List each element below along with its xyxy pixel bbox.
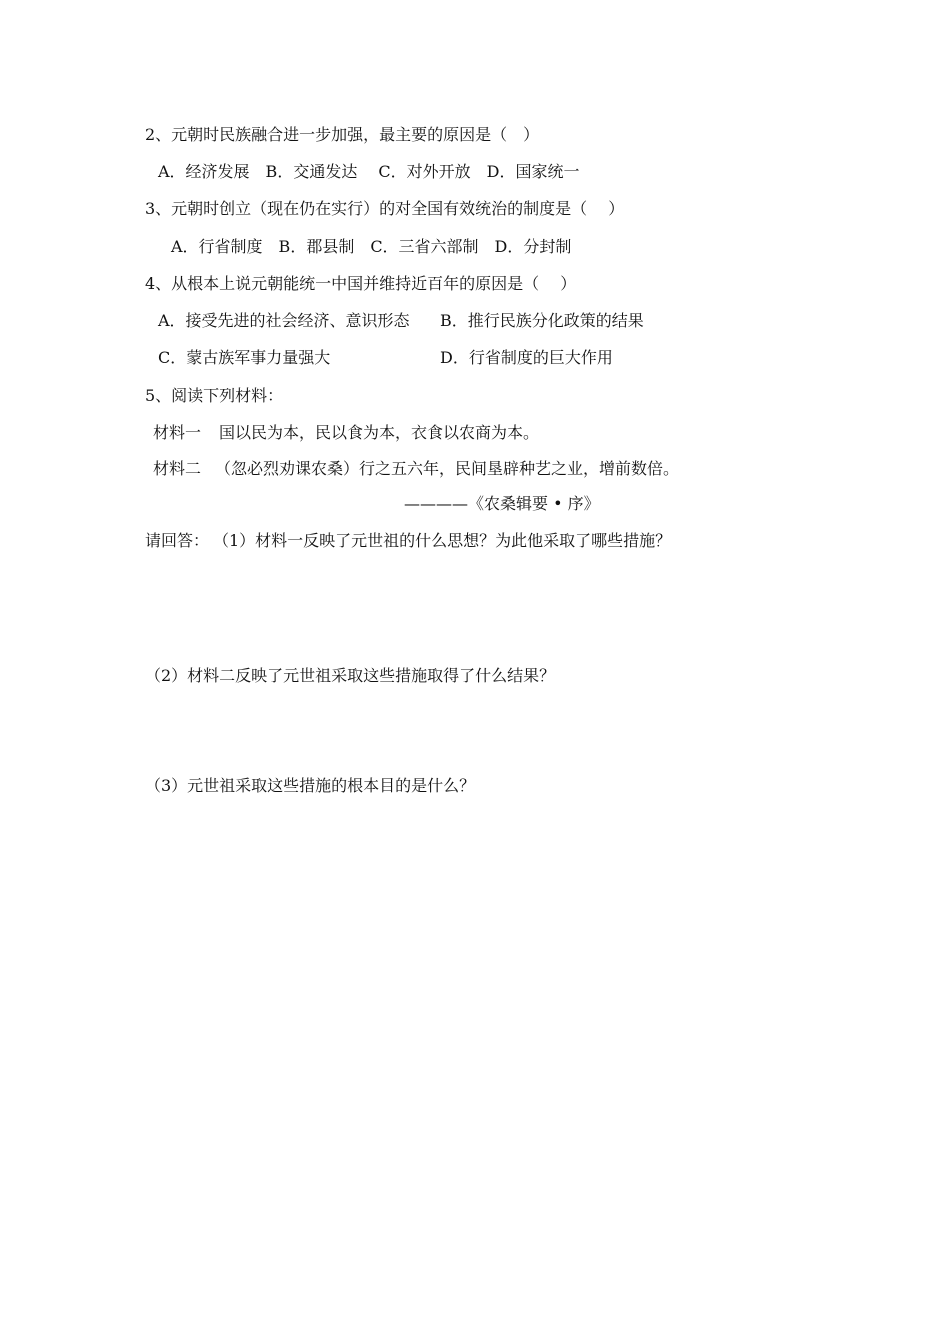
material-1-text: 国以民为本，民以食为本，衣食以农商为本。 [219, 423, 540, 442]
question-4-option-d: D．行省制度的巨大作用 [440, 348, 613, 367]
question-4-option-c: C．蒙古族军事力量强大 [158, 348, 331, 367]
sub-question-1: （1）材料一反映了元世祖的什么思想？为此他采取了哪些措施？ [213, 531, 672, 550]
sub-question-3: （3）元世祖采取这些措施的根本目的是什么？ [145, 776, 476, 795]
material-2-label: 材料二 [153, 459, 202, 478]
sub-question-2: （2）材料二反映了元世祖采取这些措施取得了什么结果？ [145, 666, 556, 685]
material-2 [153, 459, 853, 479]
question-4-options-row-1 [158, 311, 858, 331]
sub-question-1-row [145, 531, 845, 551]
question-5-stem: 5、阅读下列材料： [145, 386, 284, 405]
question-3-options: A．行省制度 B．郡县制 C．三省六部制 D．分封制 [171, 237, 572, 256]
answer-intro: 请回答： [145, 531, 210, 550]
question-2-stem: 2、元朝时民族融合进一步加强，最主要的原因是（ ） [145, 125, 540, 144]
question-2-options: A．经济发展 B．交通发达 C．对外开放 D．国家统一 [158, 162, 580, 181]
material-source: ————《农桑辑要 • 序》 [404, 494, 600, 513]
question-4-options-row-2 [158, 348, 858, 368]
question-4-option-a: A．接受先进的社会经济、意识形态 [158, 311, 410, 330]
material-1-label: 材料一 [153, 423, 202, 442]
question-4-stem: 4、从根本上说元朝能统一中国并维持近百年的原因是（ ） [145, 274, 577, 293]
material-1 [153, 423, 853, 443]
question-4-option-b: B．推行民族分化政策的结果 [440, 311, 644, 330]
material-2-text: （忽必烈劝课农桑）行之五六年，民间垦辟种艺之业，增前数倍。 [215, 459, 680, 478]
question-3-stem: 3、元朝时创立（现在仍在实行）的对全国有效统治的制度是（ ） [145, 199, 625, 218]
